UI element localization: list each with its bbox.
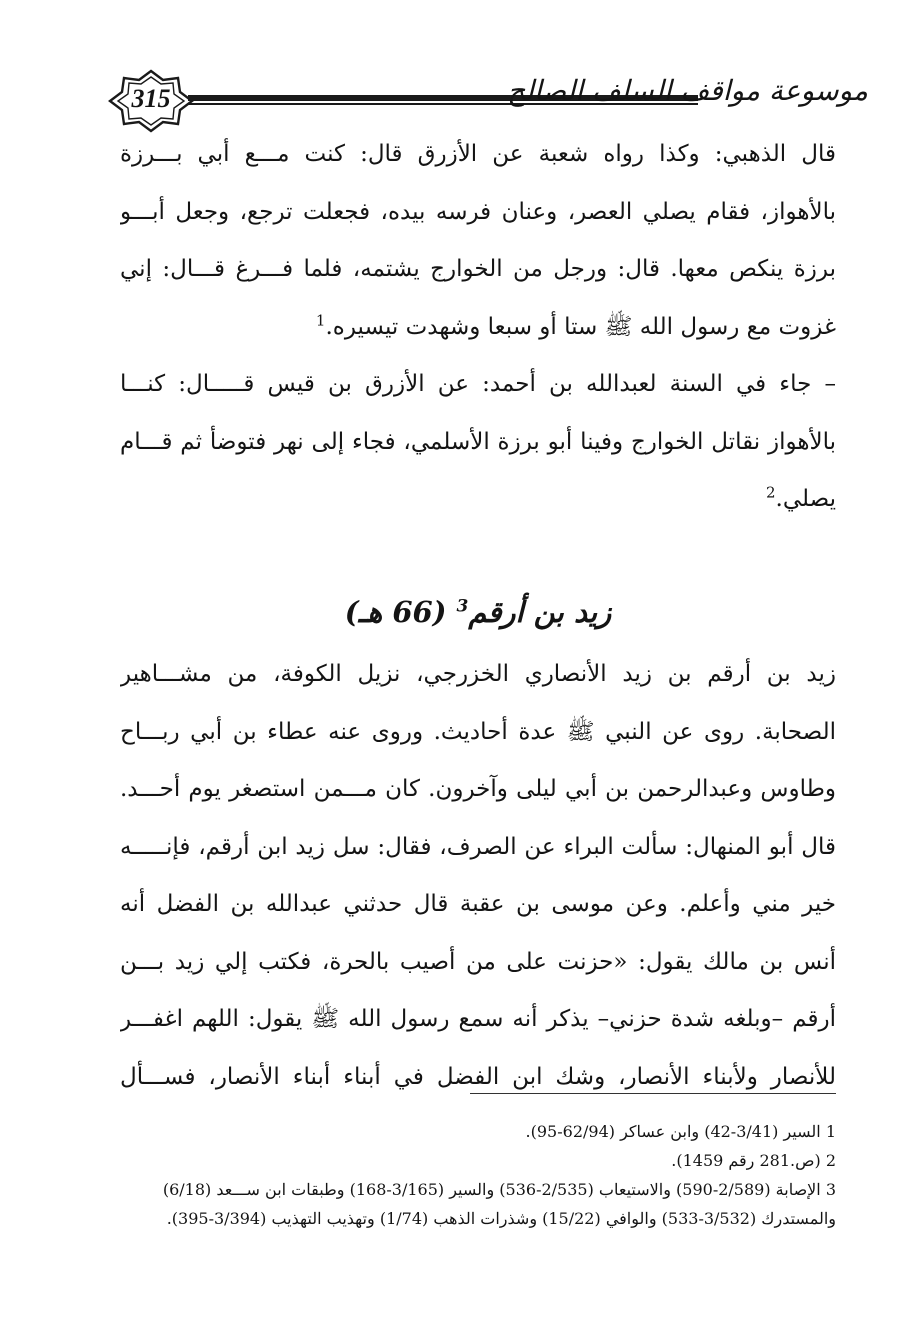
text-line: الصحابة. روى عن النبي ﷺ عدة أحاديث. وروى عنه عطاء بن أبي ربـــاح bbox=[120, 718, 836, 745]
text-line: قال أبو المنهال: سألت البراء عن الصرف، فقال: سل زيد ابن أرقم، فإنـــــه bbox=[120, 833, 836, 860]
footnote-divider bbox=[470, 1093, 836, 1094]
text-line: خير مني وأعلم. وعن موسى بن عقبة قال حدثني عبدالله بن الفضل أنه bbox=[120, 891, 836, 917]
section-title: زيد بن أرقم bbox=[468, 595, 612, 629]
text-line-last bbox=[120, 471, 836, 529]
text-line: أنس بن مالك يقول: «حزنت على من أصيب بالحرة، فكتب إلي زيد بـــن bbox=[120, 948, 836, 975]
running-title: موسوعة مواقف السلف الصالح bbox=[507, 74, 868, 107]
text-line: – جاء في السنة لعبدالله بن أحمد: عن الأزرق بن قيس قـــــال: كنـــا bbox=[120, 371, 836, 397]
text-line: بالأهواز، فقام يصلي العصر، وعنان فرسه بيده، فجعلت ترجع، وجعل أبـــو bbox=[120, 198, 836, 225]
footnotes bbox=[120, 1117, 836, 1233]
paragraph-2 bbox=[120, 356, 836, 529]
text-line: أرقم –وبلغه شدة حزني– يذكر أنه سمع رسول الله ﷺ يقول: اللهم اغفـــر bbox=[120, 1006, 836, 1032]
paragraph-1 bbox=[120, 126, 836, 356]
text-line-content: غزوت مع رسول الله ﷺ ستا أو سبعا وشهدت تيسيره. bbox=[325, 313, 836, 340]
footnote: 1 السير (3/41-42) وابن عساكر (62/94-95). bbox=[525, 1122, 836, 1141]
page-header bbox=[108, 68, 868, 134]
page-number-badge bbox=[108, 68, 194, 134]
text-line: زيد بن أرقم بن زيد الأنصاري الخزرجي، نزيل الكوفة، من مشـــاهير bbox=[120, 661, 836, 687]
text-line: قال الذهبي: وكذا رواه شعبة عن الأزرق قال: كنت مـــع أبي بـــرزة bbox=[120, 141, 836, 167]
footnote: 3 الإصابة (2/589-590) والاستيعاب (2/535-536) والسير (3/165-168) وطبقات ابن ســـعد (6/18) bbox=[162, 1180, 836, 1199]
text-line: للأنصار ولأبناء الأنصار، وشك ابن الفضل في أبناء أبناء الأنصار، فســـأل bbox=[120, 1063, 836, 1090]
paragraph-3 bbox=[120, 646, 836, 1106]
footnote-ref: 2 bbox=[766, 483, 776, 502]
footnote-ref: 3 bbox=[456, 596, 469, 617]
section-heading bbox=[120, 595, 836, 629]
text-line: وطاوس وعبدالرحمن بن أبي ليلى وآخرون. كان مـــمن استصغر يوم أحـــد. bbox=[120, 776, 836, 802]
section-date: (66 هـ) bbox=[344, 595, 447, 629]
page-number: 315 bbox=[131, 84, 171, 113]
footnote-ref: 1 bbox=[315, 310, 326, 329]
footnote: والمستدرك (3/532-533) والوافي (15/22) وشذرات الذهب (1/74) وتهذيب التهذيب (3/394-395). bbox=[166, 1209, 836, 1228]
text-line-content: يصلي. bbox=[775, 486, 836, 512]
footnote: 2 (ص.281 رقم 1459). bbox=[671, 1151, 836, 1170]
text-line: بالأهواز نقاتل الخوارج وفينا أبو برزة الأسلمي، فجاء إلى نهر فتوضأ ثم قـــام bbox=[120, 428, 836, 455]
text-line: برزة ينكص معها. قال: ورجل من الخوارج يشتمه، فلما فـــرغ قـــال: إني bbox=[120, 256, 836, 282]
text-line-last bbox=[120, 299, 836, 357]
